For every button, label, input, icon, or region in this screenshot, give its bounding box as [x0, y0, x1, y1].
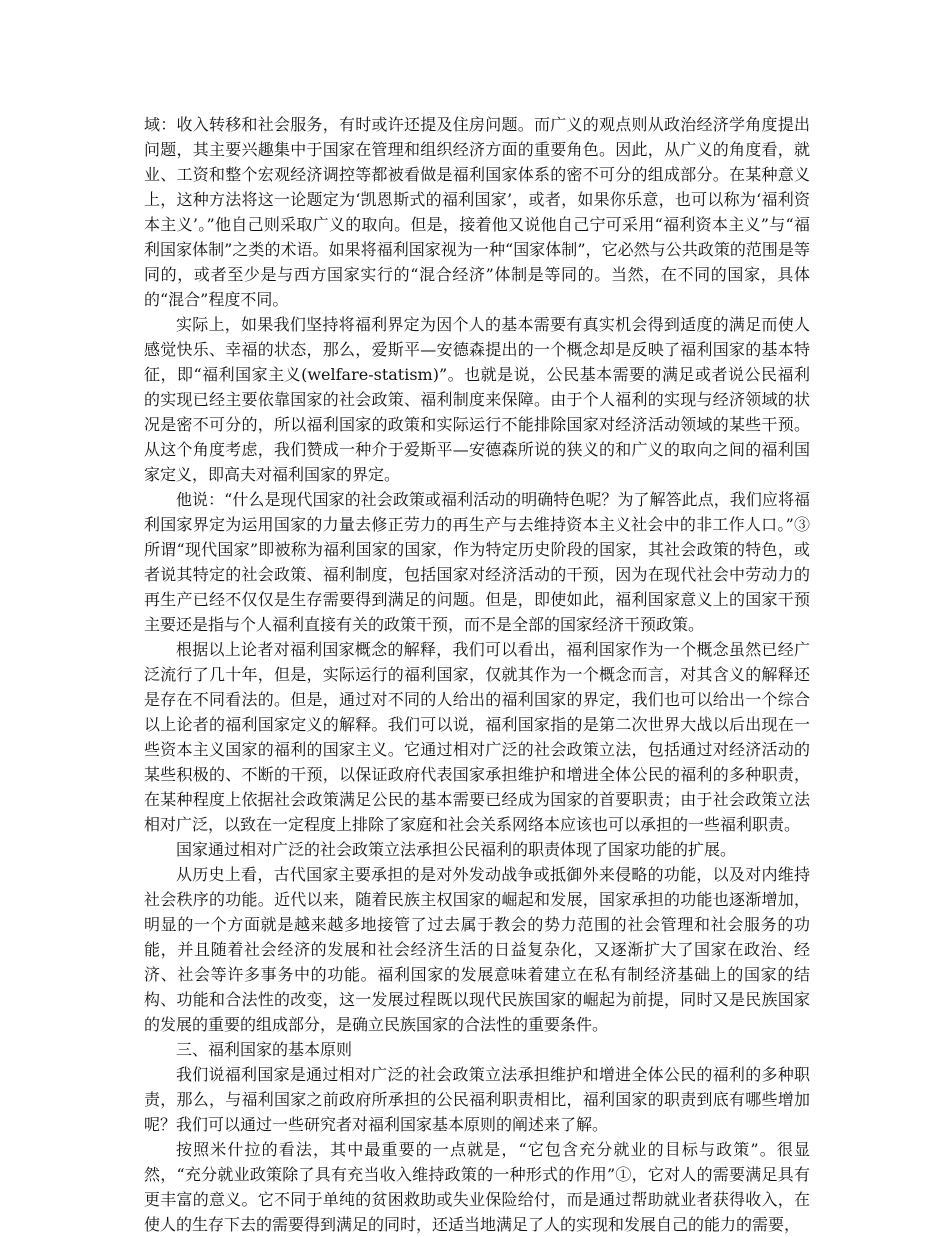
paragraph: 按照米什拉的看法，其中最重要的一点就是，“它包含充分就业的目标与政策”。很显然，“充分就业政策除了具有充当收入维持政策的一种形式的作用”①，它对人的需要满足具有更丰富的意义。它不同于单纯的贫困救助或失业保险给付，而是通过帮助就业者获得收入，在使人的生存下去的需要得到满足的同时，还适当地满足了人的实现和发展自己的能力的需要， — [144, 1140, 810, 1234]
paragraph: 实际上，如果我们坚持将福利界定为因个人的基本需要有真实机会得到适度的满足而使人感觉快乐、幸福的状态，那么，爱斯平—安德森提出的一个概念却是反映了福利国家的基本特征，即“福利国家主义(welfare-statism)”。也就是说，公民基本需要的满足或者说公民福利的实现已经主要依靠国家的社会政策、福利制度来保障。由于个人福利的实现与经济领域的状况是密不可分的，所以福利国家的政策和实际运行不能排除国家对经济活动领域的某些干预。从这个角度考虑，我们赞成一种介于爱斯平—安德森所说的狭义的和广义的取向之间的福利国家定义，即高夫对福利国家的界定。 — [144, 315, 810, 484]
paragraph: 国家通过相对广泛的社会政策立法承担公民福利的职责体现了国家功能的扩展。 — [176, 840, 737, 859]
section-heading: 三、福利国家的基本原则 — [176, 1040, 353, 1059]
paragraph: 从历史上看，古代国家主要承担的是对外发动战争或抵御外来侵略的功能，以及对内维持社会秩序的功能。近代以来，随着民族主权国家的崛起和发展，国家承担的功能也逐渐增加，明显的一个方面就是越来越多地接管了过去属于教会的势力范围的社会管理和社会服务的功能，并且随着社会经济的发展和社会经济生活的日益复杂化，又逐渐扩大了国家在政治、经济、社会等许多事务中的功能。福利国家的发展意味着建立在私有制经济基础上的国家的结构、功能和合法性的改变，这一发展过程既以现代民族国家的崛起为前提，同时又是民族国家的发展的重要的组成部分，是确立民族国家的合法性的重要条件。 — [144, 865, 810, 1034]
document-page — [144, 112, 810, 1237]
paragraph-continuation: 域：收入转移和社会服务，有时或许还提及住房问题。而广义的观点则从政治经济学角度提出问题，其主要兴趣集中于国家在管理和组织经济方面的重要角色。因此，从广义的角度看，就业、工资和整个宏观经济调控等都被看做是福利国家体系的密不可分的组成部分。在某种意义上，这种方法将这一论题定为‘凯恩斯式的福利国家’，或者，如果你乐意，也可以称为‘福利资本主义’。”他自己则采取广义的取向。但是，接着他又说他自己宁可采用“福利资本主义”与“福利国家体制”之类的术语。如果将福利国家视为一种“国家体制”，它必然与公共政策的范围是等同的，或者至少是与西方国家实行的“混合经济”体制是等同的。当然，在不同的国家，具体的“混合”程度不同。 — [144, 115, 810, 309]
paragraph: 根据以上论者对福利国家概念的解释，我们可以看出，福利国家作为一个概念虽然已经广泛流行了几十年，但是，实际运行的福利国家，仅就其作为一个概念而言，对其含义的解释还是存在不同看法的。但是，通过对不同的人给出的福利国家的界定，我们也可以给出一个综合以上论者的福利国家定义的解释。我们可以说，福利国家指的是第二次世界大战以后出现在一些资本主义国家的福利的国家主义。它通过相对广泛的社会政策立法，包括通过对经济活动的某些积极的、不断的干预，以保证政府代表国家承担维护和增进全体公民的福利的多种职责，在某种程度上依据社会政策满足公民的基本需要已经成为国家的首要职责；由于社会政策立法相对广泛，以致在一定程度上排除了家庭和社会关系网络本应该也可以承担的一些福利职责。 — [144, 640, 810, 834]
paragraph: 他说：“什么是现代国家的社会政策或福利活动的明确特色呢？为了解答此点，我们应将福利国家界定为运用国家的力量去修正劳力的再生产与去维持资本主义社会中的非工作人口。”③所谓“现代国家”即被称为福利国家的国家，作为特定历史阶段的国家，其社会政策的特色，或者说其特定的社会政策、福利制度，包括国家对经济活动的干预，因为在现代社会中劳动力的再生产已经不仅仅是生存需要得到满足的问题。但是，即使如此，福利国家意义上的国家干预主要还是指与个人福利直接有关的政策干预，而不是全部的国家经济干预政策。 — [144, 490, 810, 634]
paragraph: 我们说福利国家是通过相对广泛的社会政策立法承担维护和增进全体公民的福利的多种职责，那么，与福利国家之前政府所承担的公民福利职责相比，福利国家的职责到底有哪些增加呢？我们可以通过一些研究者对福利国家基本原则的阐述来了解。 — [144, 1065, 810, 1134]
